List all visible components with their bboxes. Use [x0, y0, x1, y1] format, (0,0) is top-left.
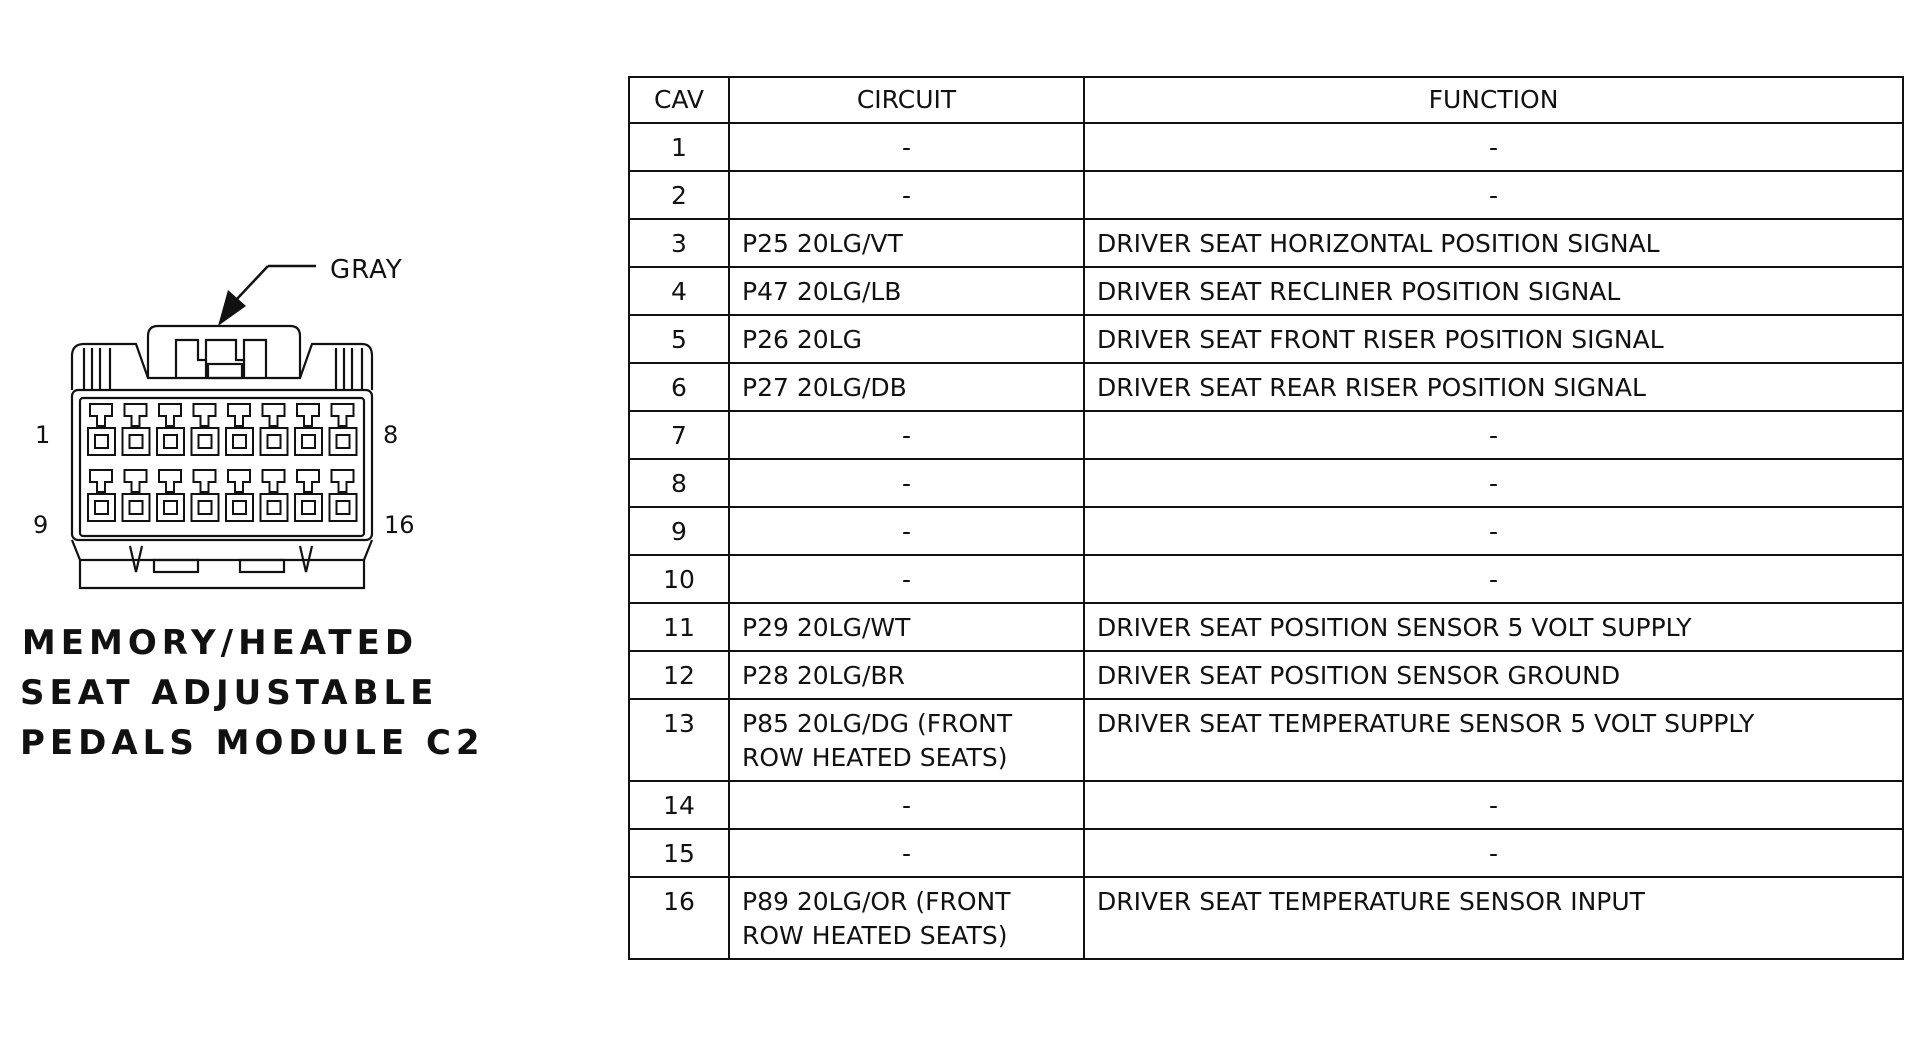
- function-cell: DRIVER SEAT REAR RISER POSITION SIGNAL: [1084, 363, 1903, 411]
- function-cell: -: [1084, 507, 1903, 555]
- cavity-1: [88, 404, 115, 455]
- function-cell: -: [1084, 555, 1903, 603]
- cav-cell: 7: [629, 411, 729, 459]
- connector-housing: [72, 326, 372, 588]
- cavity-3: [157, 404, 184, 455]
- circuit-cell: P25 20LG/VT: [729, 219, 1084, 267]
- cavity-2: [123, 404, 150, 455]
- connector-title-line-3: PEDALS MODULE C2: [20, 723, 485, 763]
- cav-cell: 12: [629, 651, 729, 699]
- circuit-cell: -: [729, 555, 1084, 603]
- circuit-cell: -: [729, 171, 1084, 219]
- table-row: [629, 699, 1903, 781]
- function-cell: DRIVER SEAT RECLINER POSITION SIGNAL: [1084, 267, 1903, 315]
- function-cell: DRIVER SEAT TEMPERATURE SENSOR INPUT: [1084, 877, 1903, 959]
- table-row: [629, 877, 1903, 959]
- cav-cell: 15: [629, 829, 729, 877]
- table-row: [629, 411, 1903, 459]
- cav-cell: 9: [629, 507, 729, 555]
- cav-cell: 8: [629, 459, 729, 507]
- circuit-cell: -: [729, 829, 1084, 877]
- table-row: [629, 219, 1903, 267]
- connector-title-line-2: SEAT ADJUSTABLE: [20, 673, 439, 713]
- cavity-grid: [88, 404, 357, 521]
- cavity-6: [261, 404, 288, 455]
- table-header-row: [629, 77, 1903, 123]
- cavity-10: [123, 470, 150, 521]
- function-cell: -: [1084, 123, 1903, 171]
- pinout-table: [628, 76, 1904, 960]
- function-cell: DRIVER SEAT POSITION SENSOR 5 VOLT SUPPLY: [1084, 603, 1903, 651]
- circuit-cell: -: [729, 123, 1084, 171]
- table-row: [629, 123, 1903, 171]
- cav-cell: 2: [629, 171, 729, 219]
- table-row: [629, 651, 1903, 699]
- table-row: [629, 315, 1903, 363]
- function-cell: DRIVER SEAT HORIZONTAL POSITION SIGNAL: [1084, 219, 1903, 267]
- cavity-16: [330, 470, 357, 521]
- function-cell: -: [1084, 171, 1903, 219]
- circuit-cell: P85 20LG/DG (FRONT ROW HEATED SEATS): [729, 699, 1084, 781]
- pin-label-bottom-left: 9: [33, 511, 49, 539]
- color-callout-arrow: [236, 266, 316, 300]
- cavity-14: [261, 470, 288, 521]
- connector-title: [20, 618, 485, 768]
- function-cell: -: [1084, 829, 1903, 877]
- cavity-13: [226, 470, 253, 521]
- function-cell: -: [1084, 459, 1903, 507]
- circuit-cell: P47 20LG/LB: [729, 267, 1084, 315]
- connector-title-line-1: MEMORY/HEATED: [21, 623, 419, 663]
- circuit-cell: P89 20LG/OR (FRONT ROW HEATED SEATS): [729, 877, 1084, 959]
- pin-label-top-right: 8: [383, 421, 399, 449]
- table-row: [629, 781, 1903, 829]
- circuit-cell: P26 20LG: [729, 315, 1084, 363]
- table-row: [629, 171, 1903, 219]
- cav-cell: 10: [629, 555, 729, 603]
- table-row: [629, 829, 1903, 877]
- connector-face-diagram: [0, 0, 500, 660]
- cav-cell: 5: [629, 315, 729, 363]
- function-cell: -: [1084, 411, 1903, 459]
- cavity-15: [295, 470, 322, 521]
- cav-cell: 4: [629, 267, 729, 315]
- circuit-cell: -: [729, 781, 1084, 829]
- circuit-cell: P29 20LG/WT: [729, 603, 1084, 651]
- function-cell: -: [1084, 781, 1903, 829]
- table-row: [629, 363, 1903, 411]
- circuit-cell: P28 20LG/BR: [729, 651, 1084, 699]
- cav-cell: 16: [629, 877, 729, 959]
- circuit-cell: -: [729, 507, 1084, 555]
- cav-cell: 1: [629, 123, 729, 171]
- table-row: [629, 507, 1903, 555]
- function-cell: DRIVER SEAT FRONT RISER POSITION SIGNAL: [1084, 315, 1903, 363]
- cavity-7: [295, 404, 322, 455]
- cav-cell: 6: [629, 363, 729, 411]
- circuit-cell: -: [729, 411, 1084, 459]
- cav-cell: 13: [629, 699, 729, 781]
- pin-label-top-left: 1: [35, 421, 51, 449]
- cavity-5: [226, 404, 253, 455]
- function-cell: DRIVER SEAT TEMPERATURE SENSOR 5 VOLT SUPPLY: [1084, 699, 1903, 781]
- cavity-11: [157, 470, 184, 521]
- pinout-body: [629, 123, 1903, 959]
- header-cav: CAV: [629, 77, 729, 123]
- table-row: [629, 555, 1903, 603]
- cavity-4: [192, 404, 219, 455]
- cavity-9: [88, 470, 115, 521]
- table-row: [629, 459, 1903, 507]
- cav-cell: 14: [629, 781, 729, 829]
- cav-cell: 11: [629, 603, 729, 651]
- table-row: [629, 603, 1903, 651]
- function-cell: DRIVER SEAT POSITION SENSOR GROUND: [1084, 651, 1903, 699]
- pin-label-bottom-right: 16: [384, 511, 415, 539]
- cavity-12: [192, 470, 219, 521]
- circuit-cell: P27 20LG/DB: [729, 363, 1084, 411]
- header-circuit: CIRCUIT: [729, 77, 1084, 123]
- cavity-8: [330, 404, 357, 455]
- connector-color-label: GRAY: [330, 255, 403, 285]
- header-function: FUNCTION: [1084, 77, 1903, 123]
- cav-cell: 3: [629, 219, 729, 267]
- table-row: [629, 267, 1903, 315]
- circuit-cell: -: [729, 459, 1084, 507]
